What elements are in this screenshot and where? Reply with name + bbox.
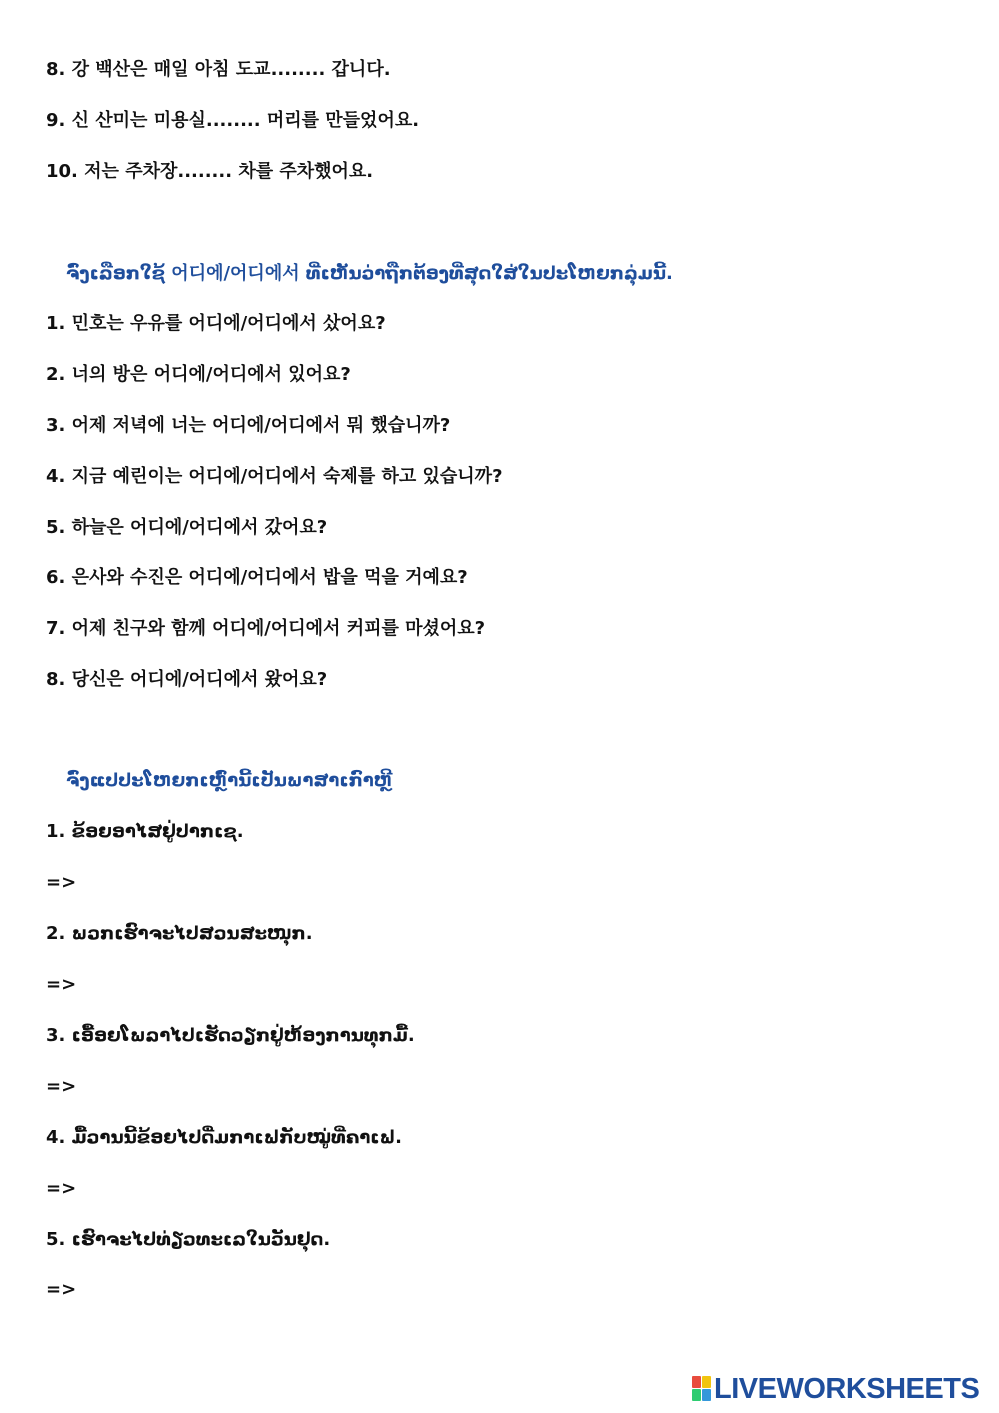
answer-arrow[interactable]: => [46,1076,77,1097]
question-text: 4. 지금 예린이는 어디에/어디에서 숙제를 하고 있습니까? [46,466,503,487]
answer-arrow[interactable]: => [46,872,77,893]
liveworksheets-logo-text: LIVEWORKSHEETS [714,1373,980,1405]
question-text: 5. 하늘은 어디에/어디에서 갔어요? [46,517,328,538]
question-text: 10. 저는 주차장........ 차를 주차했어요. [46,161,374,182]
question-text: 7. 어제 친구와 함께 어디에/어디에서 커피를 마셨어요? [46,618,486,639]
answer-arrow[interactable]: => [46,1178,77,1199]
section-heading: ຈົ່ງແປປະໂຫຍກເຫຼົ່ານີ້ເປັນພາສາເກົາຫຼີ [66,770,393,791]
translation-prompt: 3. ເອື້ອຍໂພລາໄປເຮັດວຽກຢູ່ຫ້ອງການທຸກມື້. [46,1025,415,1046]
translation-prompt: 4. ມື້ວານນີ້ຂ້ອຍໄປດື່ມກາເຟກັບໝູ່ທີ່ຄາເຟ. [46,1127,403,1148]
translation-prompt: 2. ພວກເຮົາຈະໄປສວນສະໜຸກ. [46,923,313,944]
section-heading: ຈົ່ງເລືອກໃຊ້ 어디에/어디에서 ທີ່ເຫັນວ່າຖືກຕ້ອງທີ່ສຸດໃສ່ໃນປະໂຫຍກລຸ່ມນີ້. [66,263,673,284]
question-text: 9. 신 산미는 미용실........ 머리를 만들었어요. [46,110,420,131]
answer-arrow[interactable]: => [46,1279,77,1300]
question-text: 6. 은사와 수진은 어디에/어디에서 밥을 먹을 거예요? [46,567,468,588]
liveworksheets-logo[interactable] [692,1374,979,1404]
question-text: 1. 민호는 우유를 어디에/어디에서 샀어요? [46,313,386,334]
question-text: 8. 강 백산은 매일 아침 도교........ 갑니다. [46,59,391,80]
answer-arrow[interactable]: => [46,974,77,995]
translation-prompt: 1. ຂ້ອຍອາໄສຢູ່ປາກເຊ. [46,821,244,842]
question-text: 8. 당신은 어디에/어디에서 왔어요? [46,669,328,690]
question-text: 3. 어제 저녁에 너는 어디에/어디에서 뭐 했습니까? [46,415,451,436]
liveworksheets-logo-icon [692,1376,712,1402]
question-text: 2. 너의 방은 어디에/어디에서 있어요? [46,364,351,385]
translation-prompt: 5. ເຮົາຈະໄປທ່ຽວທະເລໃນວັນຢຸດ. [46,1229,331,1250]
